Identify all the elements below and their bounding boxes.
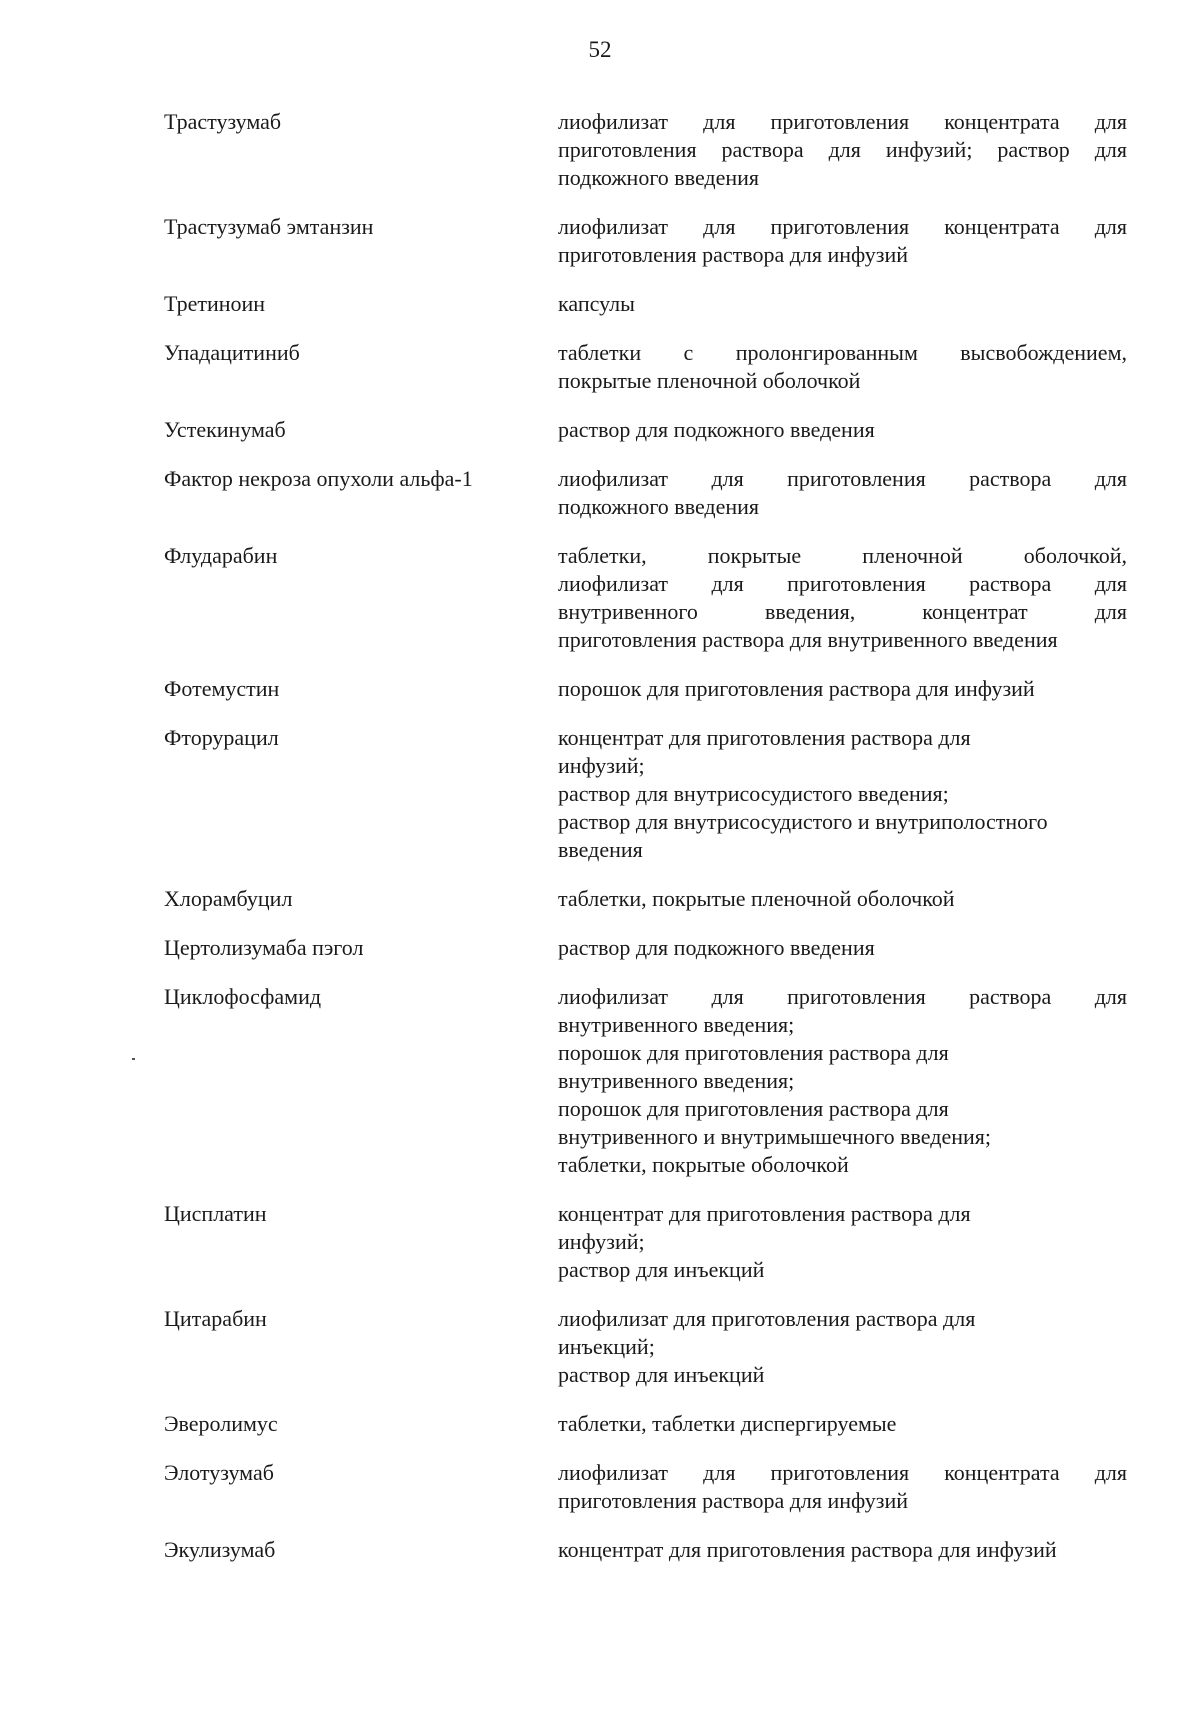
drug-name: Трастузумаб эмтанзин <box>164 214 374 239</box>
dosage-form-line: концентрат для приготовления раствора для <box>558 1201 971 1226</box>
drug-entry <box>164 542 1127 654</box>
dosage-form-line: раствор для внутрисосудистого и внутриполостного <box>558 809 1048 834</box>
dosage-form-line: введения <box>558 837 643 862</box>
dosage-form-line: приготовления раствора для инфузий <box>558 242 908 267</box>
drug-name: Фотемустин <box>164 676 280 701</box>
drug-name: Эверолимус <box>164 1411 278 1436</box>
drug-name: Третиноин <box>164 291 266 316</box>
dosage-form-line: порошок для приготовления раствора для <box>558 1040 949 1065</box>
dosage-form <box>558 213 1127 269</box>
drug-name: Трастузумаб <box>164 109 282 134</box>
dosage-form <box>558 983 1127 1179</box>
drug-entry <box>164 1410 1127 1438</box>
dosage-form <box>558 934 1127 962</box>
dosage-form-line: лиофилизат для приготовления раствора для <box>558 1306 976 1331</box>
dosage-form-line: лиофилизат для приготовления концентрата для <box>558 1460 1127 1485</box>
dosage-form-line: внутривенного введения; <box>558 1068 795 1093</box>
dosage-form-line: покрытые пленочной оболочкой <box>558 368 861 393</box>
drug-name: Цитарабин <box>164 1306 267 1331</box>
scan-speck <box>132 1058 135 1060</box>
dosage-form-line: концентрат для приготовления раствора для <box>558 725 971 750</box>
drug-name: Хлорамбуцил <box>164 886 293 911</box>
dosage-form-line: внутривенного и внутримышечного введения; <box>558 1124 991 1149</box>
dosage-form-line: таблетки, покрытые оболочкой <box>558 1152 849 1177</box>
dosage-form <box>558 1536 1127 1564</box>
dosage-form-line: инфузий; <box>558 1229 645 1254</box>
dosage-form-line: концентрат для приготовления раствора для инфузий <box>558 1537 1057 1562</box>
dosage-form <box>558 542 1127 654</box>
drug-name: Упадацитиниб <box>164 340 300 365</box>
dosage-form-line: приготовления раствора для инфузий; раствор для <box>558 137 1127 162</box>
drug-name: Цертолизумаба пэгол <box>164 935 364 960</box>
dosage-form-line: раствор для подкожного введения <box>558 935 875 960</box>
dosage-form-line: капсулы <box>558 291 635 316</box>
drug-entry <box>164 934 1127 962</box>
drug-entry <box>164 724 1127 864</box>
drug-entry <box>164 885 1127 913</box>
drug-entry <box>164 213 1127 269</box>
drug-entry <box>164 1200 1127 1284</box>
dosage-form-line: внутривенного введения; <box>558 1012 795 1037</box>
dosage-form-line: таблетки, таблетки диспергируемые <box>558 1411 897 1436</box>
dosage-form <box>558 416 1127 444</box>
drug-name: Элотузумаб <box>164 1460 274 1485</box>
drug-entry <box>164 675 1127 703</box>
dosage-form <box>558 1305 1127 1389</box>
drug-name: Цисплатин <box>164 1201 267 1226</box>
drug-entry <box>164 1305 1127 1389</box>
dosage-form-line: приготовления раствора для внутривенного введения <box>558 627 1058 652</box>
drug-entry <box>164 290 1127 318</box>
drug-list <box>164 108 1127 1585</box>
drug-entry <box>164 1536 1127 1564</box>
dosage-form <box>558 465 1127 521</box>
dosage-form <box>558 1200 1127 1284</box>
dosage-form-line: инъекций; <box>558 1334 655 1359</box>
dosage-form <box>558 885 1127 913</box>
dosage-form-line: лиофилизат для приготовления раствора для <box>558 571 1127 596</box>
dosage-form <box>558 339 1127 395</box>
drug-entry <box>164 416 1127 444</box>
dosage-form <box>558 1410 1127 1438</box>
dosage-form-line: лиофилизат для приготовления концентрата для <box>558 214 1127 239</box>
dosage-form-line: инфузий; <box>558 753 645 778</box>
drug-name: Циклофосфамид <box>164 984 322 1009</box>
dosage-form <box>558 108 1127 192</box>
drug-name: Флударабин <box>164 543 278 568</box>
drug-name: Устекинумаб <box>164 417 286 442</box>
dosage-form <box>558 724 1127 864</box>
drug-entry <box>164 465 1127 521</box>
dosage-form-line: лиофилизат для приготовления концентрата для <box>558 109 1127 134</box>
dosage-form-line: порошок для приготовления раствора для <box>558 1096 949 1121</box>
dosage-form-line: подкожного введения <box>558 165 760 190</box>
dosage-form-line: раствор для внутрисосудистого введения; <box>558 781 949 806</box>
dosage-form-line: подкожного введения <box>558 494 760 519</box>
dosage-form-line: лиофилизат для приготовления раствора для <box>558 984 1127 1009</box>
dosage-form-line: приготовления раствора для инфузий <box>558 1488 908 1513</box>
drug-name: Экулизумаб <box>164 1537 276 1562</box>
dosage-form-line: раствор для инъекций <box>558 1257 765 1282</box>
dosage-form-line: порошок для приготовления раствора для инфузий <box>558 676 1035 701</box>
page-number: 52 <box>588 37 612 62</box>
drug-entry <box>164 1459 1127 1515</box>
dosage-form <box>558 290 1127 318</box>
drug-entry <box>164 339 1127 395</box>
dosage-form-line: лиофилизат для приготовления раствора для <box>558 466 1127 491</box>
dosage-form-line: таблетки, покрытые пленочной оболочкой <box>558 886 955 911</box>
drug-entry <box>164 108 1127 192</box>
drug-entry <box>164 983 1127 1179</box>
dosage-form <box>558 675 1127 703</box>
dosage-form-line: внутривенного введения, концентрат для <box>558 599 1127 624</box>
dosage-form-line: раствор для инъекций <box>558 1362 765 1387</box>
dosage-form-line: раствор для подкожного введения <box>558 417 875 442</box>
drug-name: Фактор некроза опухоли альфа-1 <box>164 466 473 491</box>
drug-name: Фторурацил <box>164 725 279 750</box>
dosage-form-line: таблетки с пролонгированным высвобождением, <box>558 340 1127 365</box>
dosage-form <box>558 1459 1127 1515</box>
dosage-form-line: таблетки, покрытые пленочной оболочкой, <box>558 543 1127 568</box>
